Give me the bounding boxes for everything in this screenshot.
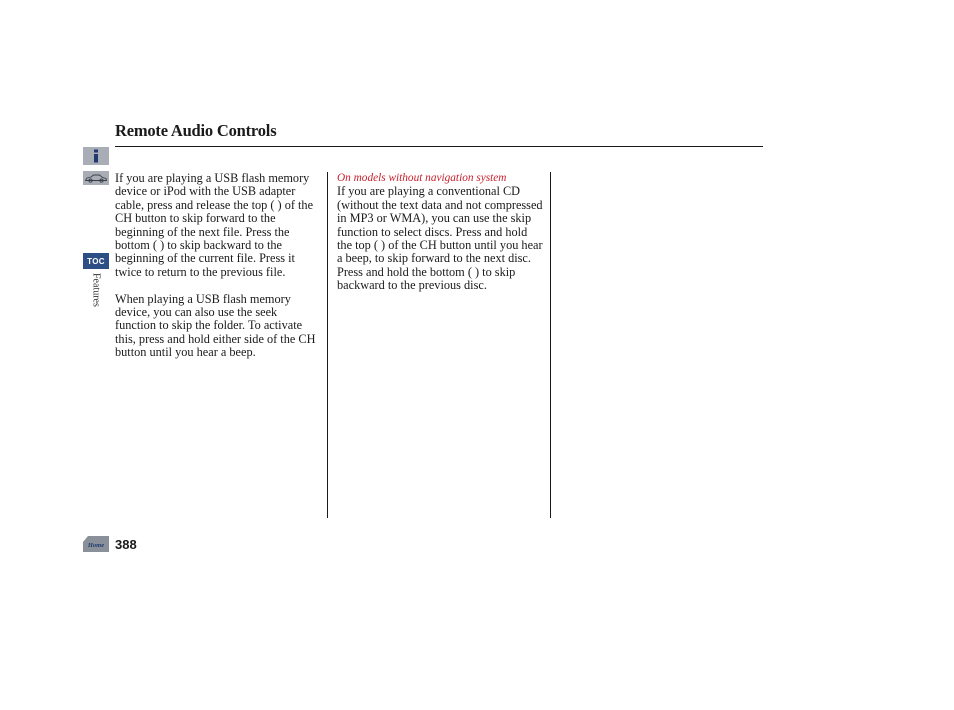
title-rule bbox=[115, 146, 763, 147]
home-label: Home bbox=[87, 542, 105, 549]
model-note: On models without navigation system bbox=[337, 172, 507, 184]
section-label: Features bbox=[90, 273, 102, 307]
car-icon bbox=[84, 172, 108, 184]
page-title: Remote Audio Controls bbox=[115, 121, 277, 140]
text-column-2 bbox=[337, 172, 543, 293]
column-divider bbox=[550, 172, 551, 518]
home-button[interactable] bbox=[83, 536, 109, 552]
info-icon bbox=[90, 149, 102, 163]
text-column-1 bbox=[115, 172, 321, 360]
paragraph: If you are playing a USB flash memory device or iPod with the USB adapter cable, press and release the top ( ) of the CH button to skip forward to the beginning of the next file. Press the bottom ( ) to skip backward to the beginning of the current file. Press it twice to return to the previous file. bbox=[115, 171, 314, 279]
column-divider bbox=[327, 172, 328, 518]
home-icon bbox=[83, 536, 109, 552]
toc-button[interactable]: TOC bbox=[83, 253, 109, 269]
page-number: 388 bbox=[115, 537, 137, 552]
paragraph: If you are playing a conventional CD (without the text data and not compressed in MP3 or WMA), you can use the skip function to select discs. Press and hold the top ( ) of the CH button until you hear a beep, to skip forward to the next disc. Press and hold the bottom ( ) to skip backward to the previous disc. bbox=[337, 184, 543, 293]
info-button[interactable] bbox=[83, 147, 109, 165]
vehicle-button[interactable] bbox=[83, 171, 109, 185]
paragraph: When playing a USB flash memory device, you can also use the seek function to skip the folder. To activate this, press and hold either side of the CH button until you hear a beep. bbox=[115, 291, 316, 360]
